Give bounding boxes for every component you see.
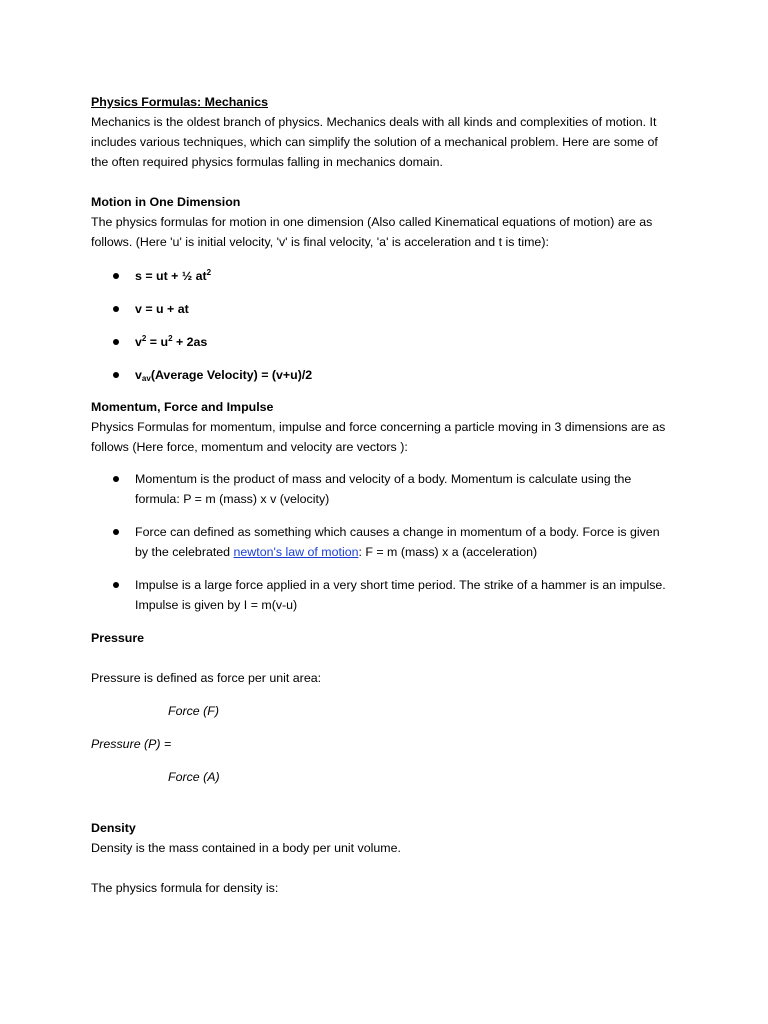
intro-line-3: the often required physics formulas falling in mechanics domain.: [91, 155, 443, 169]
page-title: Physics Formulas: Mechanics: [91, 95, 268, 109]
density-heading: Density: [91, 821, 136, 835]
motion-text-1: The physics formulas for motion in one dimension (Also called Kinematical equations of motion) are as: [91, 215, 653, 229]
bullet-icon: [113, 306, 119, 312]
density-definition: Density is the mass contained in a body per unit volume.: [91, 841, 401, 855]
intro-line-2: includes various techniques, which can simplify the solution of a mechanical problem. Here are some of: [91, 135, 658, 149]
bullet-icon: [113, 339, 119, 345]
momentum-item-line-2: formula: P = m (mass) x v (velocity): [135, 492, 330, 506]
momentum-item-line-1: Momentum is the product of mass and velocity of a body. Momentum is calculate using the: [135, 472, 632, 486]
pressure-denominator: Force (A): [168, 770, 220, 784]
bullet-icon: [113, 273, 119, 279]
momentum-text-1: Physics Formulas for momentum, impulse and force concerning a particle moving in 3 dimensions are as: [91, 420, 666, 434]
density-formula-intro: The physics formula for density is:: [91, 881, 279, 895]
equation-velocity-squared: $v^2 = u^2 + 2as$: [135, 334, 208, 349]
newtons-law-link[interactable]: newton's law of motion: [233, 545, 359, 559]
bullet-icon: [113, 372, 119, 378]
bullet-icon: [113, 529, 119, 535]
intro-line-1: Mechanics is the oldest branch of physics. Mechanics deals with all kinds and complexities of motion. It: [91, 115, 657, 129]
pressure-definition: Pressure is defined as force per unit area:: [91, 671, 322, 685]
pressure-heading: Pressure: [91, 631, 145, 645]
force-item-line-2: by the celebrated newton's law of motion: F = m (mass) x a (acceleration): [135, 545, 538, 559]
motion-text-2: follows. (Here 'u' is initial velocity, 'v' is final velocity, 'a' is acceleration and t is time):: [91, 235, 549, 249]
bullet-icon: [113, 582, 119, 588]
bullet-icon: [113, 476, 119, 482]
impulse-item-line-2: Impulse is given by I = m(v-u): [135, 598, 298, 612]
momentum-heading: Momentum, Force and Impulse: [91, 400, 274, 414]
equation-average-velocity: $v_{av}(Average$ Velocity) = (v+u)/2: [135, 368, 313, 383]
force-item-line-1: Force can defined as something which causes a change in momentum of a body. Force is given: [135, 525, 660, 539]
pressure-numerator: Force (F): [168, 704, 219, 718]
pressure-lhs: Pressure (P) =: [91, 737, 172, 751]
impulse-item-line-1: Impulse is a large force applied in a very short time period. The strike of a hammer is an impulse.: [135, 578, 666, 592]
momentum-text-2: follows (Here force, momentum and velocity are vectors ):: [91, 440, 408, 454]
motion-heading: Motion in One Dimension: [91, 195, 241, 209]
equation-displacement: s = ut + ½ $at^2$: [135, 268, 212, 283]
equation-velocity: v = u + at: [135, 302, 189, 316]
